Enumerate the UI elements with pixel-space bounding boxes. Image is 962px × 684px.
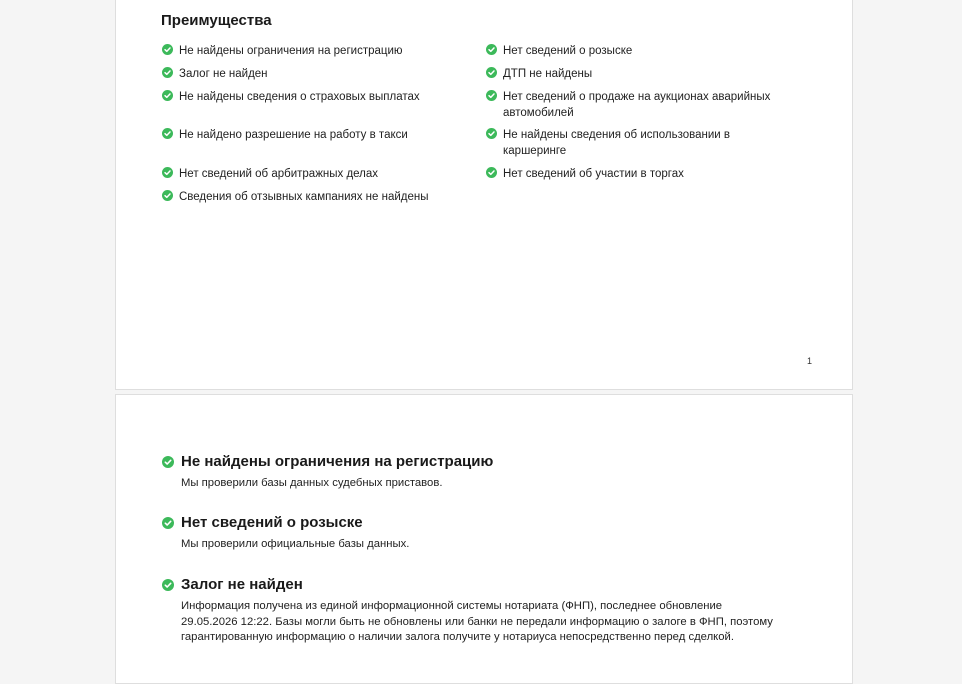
check-circle-icon	[162, 517, 174, 529]
report-page-2	[115, 394, 853, 684]
detail-title: Не найдены ограничения на регистрацию	[181, 453, 494, 470]
advantage-text: Нет сведений об арбитражных делах	[179, 168, 379, 180]
detail-description: Мы проверили базы данных судебных приставов.	[181, 477, 443, 489]
advantage-text: Не найдены сведения об использовании в каршеринге	[503, 129, 731, 157]
check-circle-icon	[486, 90, 497, 101]
detail-section	[162, 514, 782, 553]
check-circle-icon	[162, 67, 173, 78]
report-page-1	[115, 0, 853, 390]
detail-description: Мы проверили официальные базы данных.	[181, 538, 410, 550]
detail-section	[162, 453, 782, 492]
detail-title: Залог не найден	[181, 576, 303, 593]
advantages-title: Преимущества	[161, 12, 272, 29]
advantage-item	[486, 89, 816, 121]
check-circle-icon	[486, 167, 497, 178]
advantage-item	[162, 43, 472, 59]
check-circle-icon	[162, 167, 173, 178]
advantage-text: Нет сведений об участии в торгах	[503, 168, 684, 180]
advantage-text: Не найдено разрешение на работу в такси	[179, 129, 408, 141]
advantage-item	[486, 66, 816, 82]
advantage-text: Нет сведений о продаже на аукционах аварийных автомобилей	[503, 91, 771, 119]
advantage-item	[486, 127, 816, 159]
advantage-text: Сведения об отзывных кампаниях не найдены	[179, 191, 429, 203]
advantage-text: Залог не найден	[179, 68, 268, 80]
check-circle-icon	[162, 579, 174, 591]
detail-title: Нет сведений о розыске	[181, 514, 363, 531]
check-circle-icon	[486, 128, 497, 139]
check-circle-icon	[162, 128, 173, 139]
detail-description: Информация получена из единой информационной системы нотариата (ФНП), последнее обновление 29.05.2026 12:22. Базы могли быть не обновлены или банки не передали информацию о залоге в ФНП, поэтому гарантированную информацию о наличии залога получите у нотариуса непосредственно перед сделкой.	[181, 600, 773, 643]
check-circle-icon	[162, 456, 174, 468]
detail-header	[162, 576, 782, 593]
detail-section	[162, 576, 782, 646]
check-circle-icon	[486, 44, 497, 55]
page-number: 1	[806, 356, 812, 366]
check-circle-icon	[486, 67, 497, 78]
check-circle-icon	[162, 90, 173, 101]
advantage-item	[162, 166, 472, 182]
advantage-item	[162, 189, 472, 205]
advantage-item	[162, 127, 472, 143]
advantage-text: Не найдены ограничения на регистрацию	[179, 45, 403, 57]
detail-header	[162, 453, 782, 470]
advantage-item	[162, 89, 472, 105]
check-circle-icon	[162, 44, 173, 55]
detail-header	[162, 514, 782, 531]
advantage-text: ДТП не найдены	[503, 68, 593, 80]
advantage-item	[162, 66, 472, 82]
advantage-text: Не найдены сведения о страховых выплатах	[179, 91, 420, 103]
advantage-text: Нет сведений о розыске	[503, 45, 633, 57]
advantage-item	[486, 43, 816, 59]
check-circle-icon	[162, 190, 173, 201]
advantage-item	[486, 166, 816, 182]
